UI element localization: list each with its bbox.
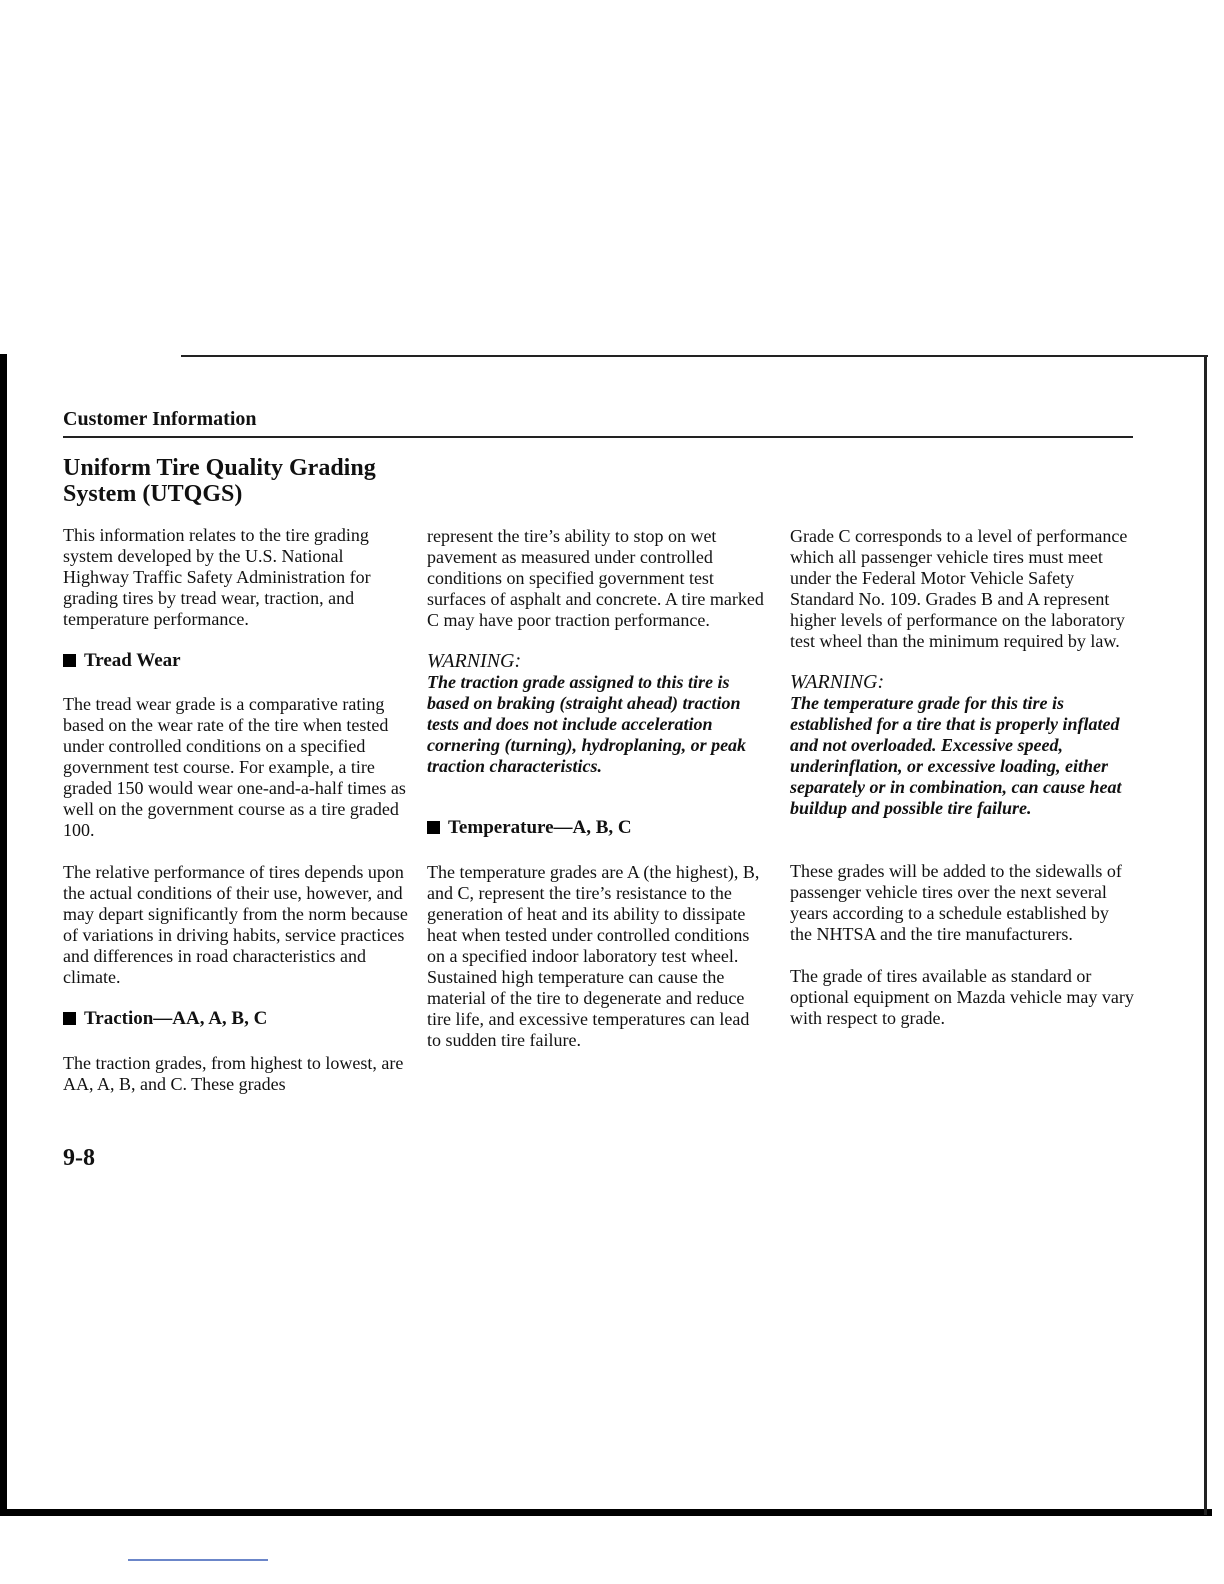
tread-wear-heading-text: Tread Wear bbox=[84, 650, 181, 671]
square-bullet-icon bbox=[427, 821, 440, 834]
square-bullet-icon bbox=[63, 654, 76, 667]
top-border-line bbox=[181, 355, 1208, 357]
sidewalls-paragraph: These grades will be added to the sidewalls of passenger vehicle tires over the next several years according to a schedule established by the NHTSA and the tire manufacturers. bbox=[790, 861, 1122, 944]
temperature-warning-label: WARNING: bbox=[790, 671, 885, 693]
mazda-paragraph: The grade of tires available as standard or optional equipment on Mazda vehicle may vary with respect to grade. bbox=[790, 966, 1134, 1028]
traction-heading bbox=[63, 1008, 408, 1029]
bottom-border-bar bbox=[0, 1509, 1212, 1516]
column-1 bbox=[63, 525, 408, 1095]
running-head: Customer Information bbox=[63, 408, 257, 430]
column-3 bbox=[790, 526, 1135, 1029]
column-2 bbox=[427, 526, 767, 1051]
header-rule bbox=[63, 436, 1133, 438]
grade-c-paragraph: Grade C corresponds to a level of performance which all passenger vehicle tires must meet under the Federal Motor Vehicle Safety Standard No. 109. Grades B and A represent higher levels of performance on the laboratory test wheel than the minimum required by law. bbox=[790, 526, 1128, 651]
traction-paragraph: The traction grades, from highest to lowest, are AA, A, B, and C. These grades bbox=[63, 1053, 404, 1094]
traction-warning-text: The traction grade assigned to this tire is based on braking (straight ahead) traction tests and does not include acceleration cornering (turning), hydroplaning, or peak traction characteristics. bbox=[427, 672, 747, 776]
page-title: Uniform Tire Quality Grading System (UTQGS) bbox=[63, 455, 376, 507]
traction-warning-label: WARNING: bbox=[427, 650, 522, 672]
temperature-paragraph: The temperature grades are A (the highest), B, and C, represent the tire’s resistance to the generation of heat and its ability to dissipate heat when tested under controlled conditions on a specified indoor laboratory test wheel. Sustained high temperature can cause the material of the tire to degenerate and reduce tire life, and excessive temperatures can lead to sudden tire failure. bbox=[427, 862, 760, 1050]
left-border-bar bbox=[0, 354, 7, 1516]
page-number: 9-8 bbox=[63, 1145, 95, 1171]
traction-continued-paragraph: represent the tire’s ability to stop on wet pavement as measured under controlled conditions on specified government test surfaces of asphalt and concrete. A tire marked C may have poor traction performance. bbox=[427, 526, 764, 630]
tread-wear-paragraph-2: The relative performance of tires depends upon the actual conditions of their use, however, and may depart significantly from the norm because of variations in driving habits, service practices and differences in road characteristics and climate. bbox=[63, 862, 408, 987]
temperature-warning-text: The temperature grade for this tire is established for a tire that is properly inflated and not overloaded. Excessive speed, underinflation, or excessive loading, either separately or in combination, can cause heat buildup and possible tire failure. bbox=[790, 693, 1122, 818]
intro-paragraph: This information relates to the tire grading system developed by the U.S. National Highway Traffic Safety Administration for grading tires by tread wear, traction, and temperature performance. bbox=[63, 525, 371, 629]
traction-heading-text: Traction—AA, A, B, C bbox=[84, 1008, 268, 1029]
footer-link-line bbox=[128, 1559, 268, 1561]
tread-wear-heading bbox=[63, 650, 408, 671]
temperature-heading-text: Temperature—A, B, C bbox=[448, 817, 632, 838]
tread-wear-paragraph-1: The tread wear grade is a comparative rating based on the wear rate of the tire when tested under controlled conditions on a specified government test course. For example, a tire graded 150 would wear one-and-a-half times as well on the government course as a tire graded 100. bbox=[63, 694, 406, 840]
temperature-heading bbox=[427, 817, 767, 838]
right-border-line bbox=[1204, 355, 1207, 1515]
square-bullet-icon bbox=[63, 1012, 76, 1025]
